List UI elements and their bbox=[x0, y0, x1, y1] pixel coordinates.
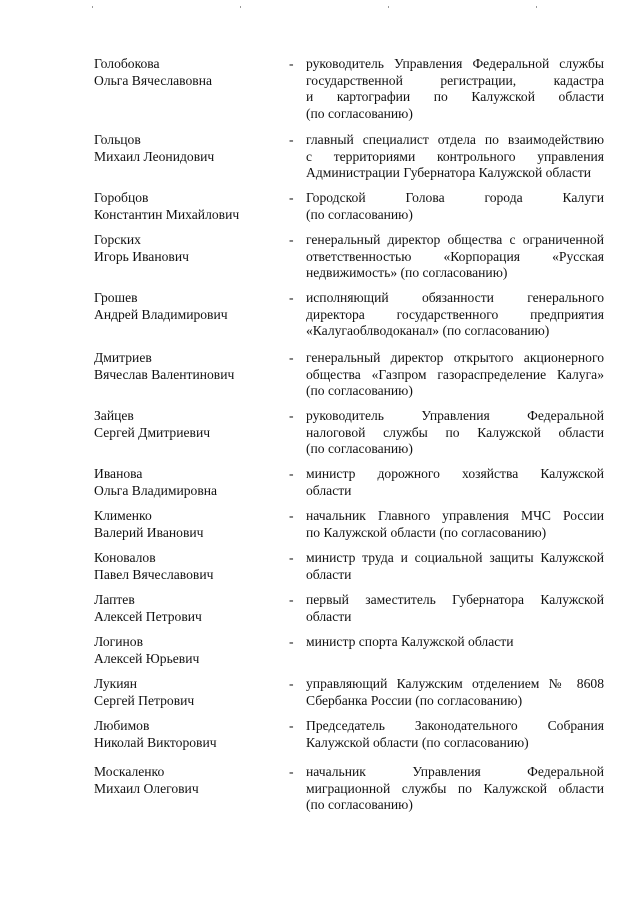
position-line: руководитель Управления Федеральной bbox=[306, 408, 604, 423]
member-given-names: Ольга Вячеславовна bbox=[94, 72, 213, 88]
separator-dash: - bbox=[289, 634, 294, 649]
position-line: (по согласованию) bbox=[306, 441, 413, 456]
member-given-names: Михаил Леонидович bbox=[94, 148, 215, 164]
position-line: области bbox=[306, 608, 352, 624]
position-line: государственной регистрации, кадастра bbox=[306, 72, 604, 88]
member-given-names: Сергей Дмитриевич bbox=[94, 424, 211, 440]
member-given-names: Сергей Петрович bbox=[94, 692, 195, 708]
member-name bbox=[94, 634, 274, 667]
position-line: управляющий Калужским отделением № 8608 bbox=[306, 676, 604, 691]
member-row bbox=[94, 350, 614, 400]
separator-dash: - bbox=[289, 290, 294, 305]
member-row bbox=[94, 764, 614, 814]
member-name bbox=[94, 350, 274, 383]
member-position bbox=[306, 634, 604, 651]
member-surname: Логинов bbox=[94, 634, 144, 649]
member-name bbox=[94, 132, 274, 165]
member-surname: Москаленко bbox=[94, 764, 165, 779]
member-name bbox=[94, 56, 274, 89]
member-position bbox=[306, 764, 604, 814]
member-name bbox=[94, 290, 274, 323]
member-name bbox=[94, 592, 274, 625]
member-position bbox=[306, 466, 604, 499]
position-line: начальник Управления Федеральной bbox=[306, 764, 604, 779]
separator-dash: - bbox=[289, 466, 294, 481]
position-line: (по согласованию) bbox=[306, 206, 413, 222]
position-line: области bbox=[306, 482, 352, 498]
position-line: области bbox=[306, 566, 352, 582]
member-row bbox=[94, 190, 614, 223]
member-position bbox=[306, 132, 604, 182]
position-line: Председатель Законодательного Собрания bbox=[306, 718, 604, 733]
member-name bbox=[94, 408, 274, 441]
member-surname: Иванова bbox=[94, 466, 143, 481]
member-surname: Любимов bbox=[94, 718, 150, 733]
member-row bbox=[94, 592, 614, 625]
member-name bbox=[94, 508, 274, 541]
member-given-names: Павел Вячеславович bbox=[94, 566, 214, 582]
member-row bbox=[94, 56, 614, 122]
member-name bbox=[94, 466, 274, 499]
separator-dash: - bbox=[289, 676, 294, 691]
position-line: (по согласованию) bbox=[306, 797, 413, 812]
member-given-names: Михаил Олегович bbox=[94, 780, 199, 796]
member-surname: Грошев bbox=[94, 290, 138, 305]
position-line: общества «Газпром газораспределение Калуга» bbox=[306, 366, 604, 382]
position-line: Городской Голова города Калуги bbox=[306, 190, 604, 205]
member-surname: Лаптев bbox=[94, 592, 135, 607]
member-surname: Коновалов bbox=[94, 550, 156, 565]
position-line: «Калугаоблводоканал» (по согласованию) bbox=[306, 323, 550, 338]
member-surname: Зайцев bbox=[94, 408, 134, 423]
position-line: ответственностью «Корпорация «Русская bbox=[306, 248, 604, 264]
position-line: Калужской области (по согласованию) bbox=[306, 734, 529, 750]
separator-dash: - bbox=[289, 232, 294, 247]
separator-dash: - bbox=[289, 56, 294, 71]
member-name bbox=[94, 718, 274, 751]
separator-dash: - bbox=[289, 350, 294, 365]
separator-dash: - bbox=[289, 508, 294, 523]
member-position bbox=[306, 408, 604, 458]
member-row bbox=[94, 718, 614, 751]
member-given-names: Константин Михайлович bbox=[94, 206, 240, 222]
member-name bbox=[94, 676, 274, 709]
member-position bbox=[306, 718, 604, 751]
member-row bbox=[94, 634, 614, 666]
position-line: недвижимость» (по согласованию) bbox=[306, 265, 508, 280]
position-line: Администрации Губернатора Калужской области bbox=[306, 165, 592, 180]
separator-dash: - bbox=[289, 550, 294, 565]
position-line: генеральный директор открытого акционерного bbox=[306, 350, 604, 365]
member-name bbox=[94, 764, 274, 797]
separator-dash: - bbox=[289, 764, 294, 779]
separator-dash: - bbox=[289, 408, 294, 423]
member-row bbox=[94, 232, 614, 282]
position-line: (по согласованию) bbox=[306, 383, 413, 398]
member-position bbox=[306, 56, 604, 122]
member-row bbox=[94, 676, 614, 709]
position-line: налоговой службы по Калужской области bbox=[306, 424, 604, 440]
position-line: с территориями контрольного управления bbox=[306, 148, 604, 164]
member-surname: Горобцов bbox=[94, 190, 149, 205]
member-given-names: Алексей Юрьевич bbox=[94, 650, 200, 666]
member-given-names: Алексей Петрович bbox=[94, 608, 202, 624]
member-row bbox=[94, 408, 614, 458]
position-line: (по согласованию) bbox=[306, 105, 413, 121]
position-line: исполняющий обязанности генерального bbox=[306, 290, 604, 305]
position-line: министр спорта Калужской области bbox=[306, 634, 514, 649]
member-surname: Лукиян bbox=[94, 676, 138, 691]
member-given-names: Игорь Иванович bbox=[94, 248, 189, 264]
position-line: главный специалист отдела по взаимодействию bbox=[306, 132, 604, 147]
position-line: по Калужской области (по согласованию) bbox=[306, 524, 547, 540]
member-name bbox=[94, 232, 274, 265]
member-row bbox=[94, 508, 614, 541]
position-line: генеральный директор общества с ограниченной bbox=[306, 232, 604, 247]
position-line: директора государственного предприятия bbox=[306, 306, 604, 322]
member-position bbox=[306, 550, 604, 583]
position-line: начальник Главного управления МЧС России bbox=[306, 508, 604, 523]
member-given-names: Андрей Владимирович bbox=[94, 306, 228, 322]
position-line: миграционной службы по Калужской области bbox=[306, 780, 604, 796]
member-surname: Голобокова bbox=[94, 56, 160, 71]
member-name bbox=[94, 550, 274, 583]
member-position bbox=[306, 190, 604, 223]
member-position bbox=[306, 508, 604, 541]
member-given-names: Николай Викторович bbox=[94, 734, 217, 750]
position-line: министр труда и социальной защиты Калужской bbox=[306, 550, 604, 565]
member-position bbox=[306, 290, 604, 340]
separator-dash: - bbox=[289, 718, 294, 733]
member-surname: Клименко bbox=[94, 508, 152, 523]
member-position bbox=[306, 350, 604, 400]
position-line: руководитель Управления Федеральной службы bbox=[306, 56, 604, 71]
member-given-names: Вячеслав Валентинович bbox=[94, 366, 235, 382]
member-surname: Горских bbox=[94, 232, 141, 247]
member-surname: Дмитриев bbox=[94, 350, 152, 365]
member-row bbox=[94, 550, 614, 583]
member-row bbox=[94, 466, 614, 499]
member-position bbox=[306, 676, 604, 709]
separator-dash: - bbox=[289, 592, 294, 607]
separator-dash: - bbox=[289, 132, 294, 147]
member-given-names: Ольга Владимировна bbox=[94, 482, 218, 498]
member-surname: Гольцов bbox=[94, 132, 141, 147]
member-name bbox=[94, 190, 274, 223]
member-position bbox=[306, 592, 604, 625]
position-line: министр дорожного хозяйства Калужской bbox=[306, 466, 604, 481]
member-position bbox=[306, 232, 604, 282]
separator-dash: - bbox=[289, 190, 294, 205]
scan-edge-marks bbox=[0, 6, 640, 10]
position-line: и картографии по Калужской области bbox=[306, 89, 604, 104]
position-line: Сбербанка России (по согласованию) bbox=[306, 692, 523, 708]
position-line: первый заместитель Губернатора Калужской bbox=[306, 592, 604, 607]
member-given-names: Валерий Иванович bbox=[94, 524, 204, 540]
member-row bbox=[94, 290, 614, 340]
member-row bbox=[94, 132, 614, 182]
